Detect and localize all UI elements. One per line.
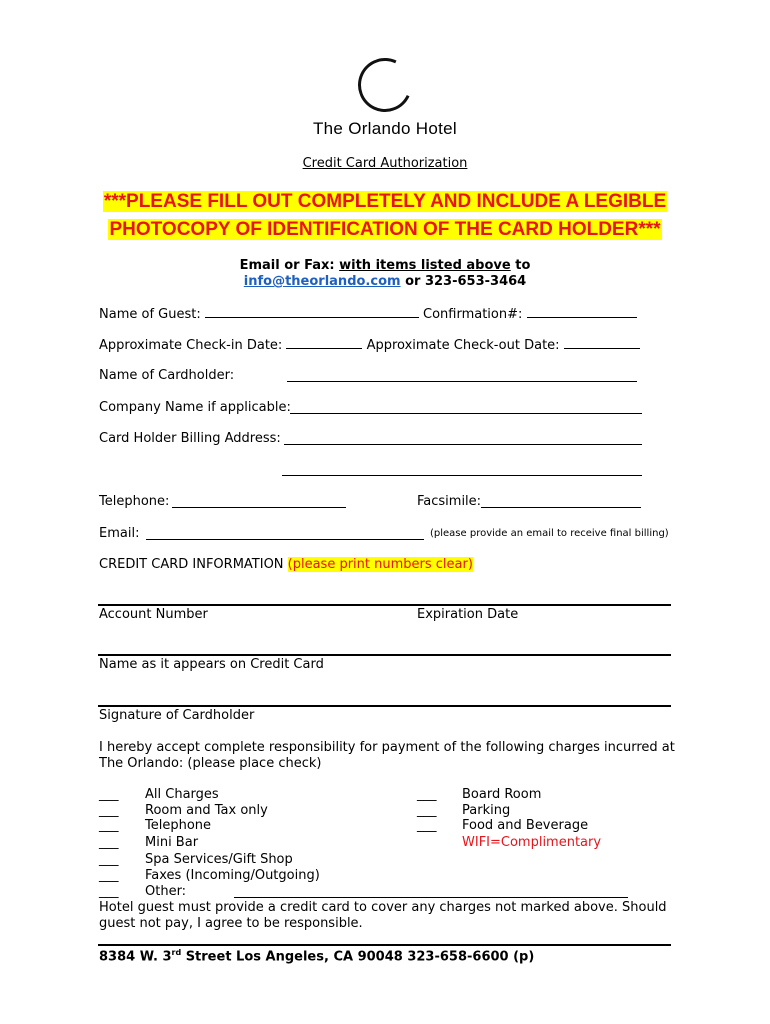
email-label: Email: [99, 526, 140, 541]
billing-field-2[interactable] [282, 464, 642, 476]
charge-left-checkbox[interactable]: ___ [99, 868, 119, 883]
company-field[interactable] [290, 402, 642, 414]
checkin-label: Approximate Check-in Date: [99, 338, 283, 353]
checkout-field[interactable] [564, 337, 640, 349]
dates-row [99, 337, 640, 353]
wifi-note: WIFI=Complimentary [462, 835, 602, 850]
charge-left-checkbox[interactable]: ___ [99, 852, 119, 867]
other-field[interactable] [234, 886, 628, 898]
telephone-field[interactable] [172, 496, 346, 508]
charges-intro-2: The Orlando: (please place check) [99, 756, 322, 771]
email-link[interactable]: info@theorlando.com [243, 274, 401, 289]
facsimile-field[interactable] [481, 496, 641, 508]
footer-rule [98, 944, 671, 946]
expiration-label: Expiration Date [417, 607, 519, 622]
guest-name-row [99, 306, 637, 322]
signature-line[interactable] [98, 705, 671, 707]
charge-left-label: Faxes (Incoming/Outgoing) [145, 868, 320, 883]
hotel-logo-icon [350, 50, 419, 119]
charge-left-label: Spa Services/Gift Shop [145, 852, 293, 867]
company-label: Company Name if applicable: [99, 400, 291, 415]
charge-right-label: Board Room [462, 787, 542, 802]
warning-line-2: PHOTOCOPY OF IDENTIFICATION OF THE CARD HOLDER*** [109, 219, 661, 240]
contact-line-1: Email or Fax: with items listed above to [239, 258, 531, 273]
cardholder-field[interactable] [287, 370, 637, 382]
charges-intro-1: I hereby accept complete responsibility for payment of the following charges incurred at [99, 740, 675, 755]
charge-left-checkbox[interactable]: ___ [99, 787, 119, 802]
cardholder-label: Name of Cardholder: [99, 368, 235, 383]
checkout-label: Approximate Check-out Date: [366, 338, 560, 353]
card-info-heading: CREDIT CARD INFORMATION (please print numbers clear) [99, 557, 473, 572]
charge-left-label: Room and Tax only [145, 803, 268, 818]
charge-right-checkbox[interactable]: ___ [417, 787, 437, 802]
confirmation-field[interactable] [527, 306, 637, 318]
contact-line-2: info@theorlando.com or 323-653-3464 [243, 274, 527, 289]
charges-note-1: Hotel guest must provide a credit card to cover any charges not marked above. Should [99, 900, 667, 915]
email-note: (please provide an email to receive final billing) [430, 528, 669, 539]
charge-left-checkbox[interactable]: ___ [99, 803, 119, 818]
charge-left-label: Telephone [145, 818, 212, 833]
footer-address: 8384 W. 3rd Street Los Angeles, CA 90048 323-658-6600 (p) [99, 948, 535, 965]
account-number-line[interactable] [98, 604, 671, 606]
name-on-card-label: Name as it appears on Credit Card [99, 657, 324, 672]
charge-left-label: Other: [145, 884, 187, 899]
hotel-name: The Orlando Hotel [312, 119, 457, 138]
form-title: Credit Card Authorization [302, 156, 468, 171]
charge-right-checkbox[interactable]: ___ [417, 818, 437, 833]
facsimile-label: Facsimile: [417, 494, 482, 509]
charge-right-checkbox[interactable]: ___ [417, 803, 437, 818]
charges-note-2: guest not pay, I agree to be responsible. [99, 916, 363, 931]
signature-label: Signature of Cardholder [99, 708, 255, 723]
name-on-card-line[interactable] [98, 654, 671, 656]
warning-line-1: ***PLEASE FILL OUT COMPLETELY AND INCLUDE A LEGIBLE [103, 191, 667, 212]
billing-field-1[interactable] [284, 433, 642, 445]
charge-left-label: Mini Bar [145, 835, 199, 850]
telephone-label: Telephone: [99, 494, 170, 509]
email-field[interactable] [146, 528, 424, 540]
guest-name-label: Name of Guest: [99, 307, 201, 322]
confirmation-label: Confirmation#: [423, 307, 523, 322]
guest-name-field[interactable] [205, 306, 419, 318]
charge-right-label: Food and Beverage [462, 818, 589, 833]
checkin-field[interactable] [286, 337, 362, 349]
charge-left-checkbox[interactable]: ___ [99, 818, 119, 833]
charge-left-label: All Charges [145, 787, 219, 802]
billing-label: Card Holder Billing Address: [99, 431, 281, 446]
charge-left-checkbox[interactable]: ___ [99, 884, 119, 899]
account-number-label: Account Number [99, 607, 208, 622]
charge-left-checkbox[interactable]: ___ [99, 835, 119, 850]
charge-right-label: Parking [462, 803, 511, 818]
